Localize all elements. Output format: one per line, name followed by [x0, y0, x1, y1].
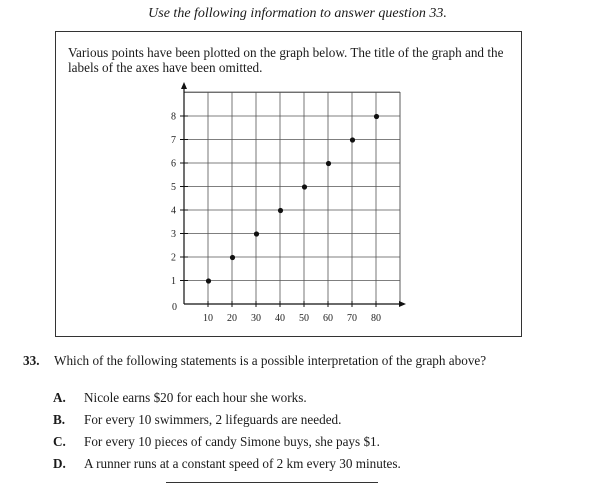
question-instruction: Use the following information to answer question 33. [148, 6, 447, 21]
y-axis-arrow [181, 82, 187, 89]
y-tick-label: 1 [171, 276, 176, 287]
x-tick-label: 10 [203, 313, 213, 324]
x-tick-label: 40 [275, 313, 285, 324]
x-tick-label: 30 [251, 313, 261, 324]
y-tick-label: 5 [171, 182, 176, 193]
data-point [230, 255, 235, 260]
y-tick-label: 6 [171, 158, 176, 170]
option-text: For every 10 swimmers, 2 lifeguards are needed. [84, 412, 342, 427]
option-letter: B. [53, 412, 66, 427]
x-tick-label: 80 [371, 313, 381, 324]
information-text: Various points have been plotted on the graph below. The title of the graph and the labels of the axes have been omitted. [68, 45, 504, 75]
data-point [350, 137, 355, 142]
x-tick-label: 50 [299, 313, 309, 324]
origin-label: 0 [172, 302, 177, 313]
data-point [302, 184, 307, 189]
option-letter: C. [53, 434, 66, 449]
question-text: Which of the following statements is a possible interpretation of the graph above? [54, 353, 487, 368]
x-tick-label: 70 [347, 313, 357, 324]
y-tick-label: 3 [171, 229, 176, 240]
option-text: A runner runs at a constant speed of 2 km every 30 minutes. [84, 456, 401, 471]
y-tick-label: 7 [171, 135, 176, 146]
x-axis-arrow [399, 301, 406, 307]
data-point [326, 161, 331, 166]
x-tick-label: 60 [323, 313, 333, 324]
data-point [374, 114, 379, 119]
y-tick-label: 2 [171, 252, 176, 264]
y-tick-label: 8 [171, 111, 176, 123]
option-letter: D. [53, 456, 66, 471]
option-text: Nicole earns $20 for each hour she works. [84, 390, 307, 405]
y-tick-label: 4 [171, 205, 176, 217]
question-number: 33. [23, 353, 40, 368]
data-point [254, 231, 259, 236]
data-point [278, 208, 283, 213]
option-letter: A. [53, 390, 66, 405]
data-point [206, 278, 211, 283]
x-tick-label: 20 [227, 313, 237, 324]
option-text: For every 10 pieces of candy Simone buys, she pays $1. [84, 434, 380, 449]
footer-rule [166, 482, 378, 483]
